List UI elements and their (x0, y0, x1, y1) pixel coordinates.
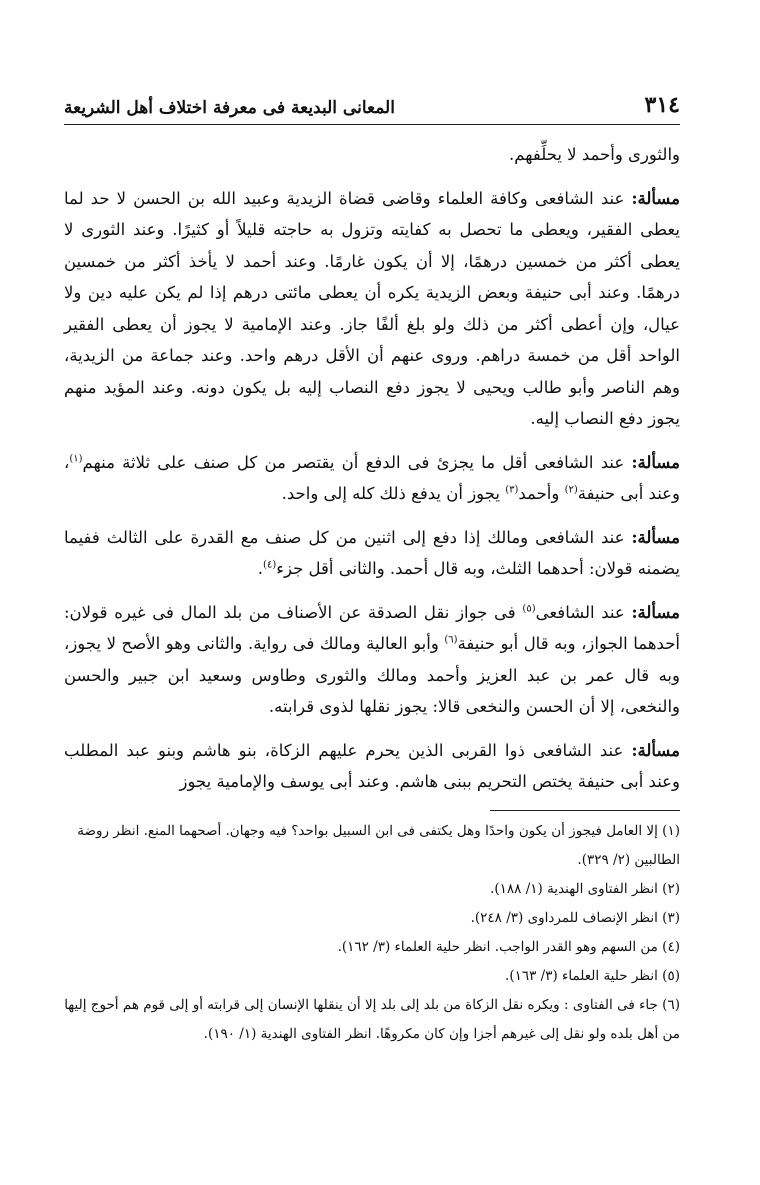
page-header (64, 92, 680, 125)
masala-paragraph-1 (64, 183, 680, 435)
footnote-ref[interactable]: (٥) (522, 603, 536, 614)
masala-label: مسألة: (631, 527, 680, 547)
paragraph-text: وأحمد (518, 484, 565, 503)
masala-label: مسألة: (631, 452, 680, 472)
footnote: (٥) انظر حلية العلماء (٣/ ١٦٣). (505, 967, 680, 984)
masala-paragraph-3 (64, 522, 680, 585)
paragraph-text: عند الشافعى أقل ما يجزئ فى الدفع أن يقتصر من كل صنف على ثلاثة منهم (82, 452, 632, 472)
masala-label: مسألة: (631, 740, 680, 760)
paragraph-text: فى جواز نقل الصدقة عن الأصناف من بلد المال فى غيره قولان: أحدهما الجواز، وبه قال أبو حنيفة (64, 602, 680, 653)
footnote: (١) إلا العامل فيجوز أن يكون واحدًا وهل يكتفى فى ابن السبيل بواحد؟ فيه وجهان. أصحهما المنع. انظر روضة الطالبين (٢/ ٣٢٩). (77, 822, 680, 868)
footnote-ref[interactable]: (٢) (564, 484, 578, 496)
footnote: (٤) من السهم وهو القدر الواجب. انظر حلية العلماء (٣/ ١٦٢). (337, 938, 680, 955)
main-text (64, 139, 680, 798)
footnote: (٦) جاء فى الفتاوى : ويكره نقل الزكاة من بلد إلى بلد إلا أن ينقلها الإنسان إلى قرابته أو إلى قوم هم أحوج إليها من أهل بلده ولو نقل إلى غيرهم أجزا وإن كان مكروهًا. انظر الفتاوى الهندية (١/ ١٩٠). (64, 996, 680, 1042)
paragraph-text: عند الشافعى (535, 602, 632, 622)
paragraph-text: عند الشافعى وكافة العلماء وقاضى قضاة الزيدية وعبيد الله بن الحسن لا حد لما يعطى الفقير، ويعطى ما تحصل به كفايته وتزول به حاجته قليلاً أو كثيرًا. وعند الثورى لا يعطى أكثر من خمسين درهمًا، إلا أن يكون غارمًا. وعند أحمد لا يأخذ أكثر من خمسين درهمًا. وعند أبى حنيفة وبعض الزيدية يكره أن يعطى مائتى درهم إذا لم يكن عليه دين ولا عيال، وإن أعطى أكثر من ذلك ولو بلغ ألفًا جاز. وعند الإمامية لا يجوز أن يعطى الفقير الواحد أقل من خمسة دراهم. وروى عنهم أن الأقل درهم واحد. وعند جماعة من الزيدية، وهم الناصر وأبو طالب ويحيى لا يجوز دفع النصاب إليه بل يكون دونه. وعند المؤيد منهم يجوز دفع النصاب إليه. (64, 188, 680, 428)
footnote-ref[interactable]: (٣) (505, 484, 519, 496)
running-title: المعانى البديعة فى معرفة اختلاف أهل الشريعة (64, 98, 395, 118)
footnotes (64, 817, 680, 1049)
paragraph-text: عند الشافعى ومالك إذا دفع إلى اثنين من كل صنف مع القدرة على الثالث ففيما يضمنه قولان: أحدهما الثلث، وبه قال أحمد. والثانى أقل جزء (64, 527, 680, 578)
page-number: ٣١٤ (644, 92, 680, 118)
footnote-ref[interactable]: (٦) (444, 634, 458, 646)
footnote-separator (490, 810, 680, 811)
footnote: (٣) انظر الإنصاف للمرداوى (٣/ ٢٤٨). (470, 909, 680, 926)
paragraph-text: وأبو العالية ومالك فى رواية. والثانى وهو الأصح لا يجوز، وبه قال عمر بن عبد العزيز وأحمد ومالك والثورى وطاوس وسعيد ابن جبير والحسن والنخعى، إلا أن الحسن والنخعى قالا: يجوز نقلها لذوى قرابته. (64, 634, 680, 716)
masala-label: مسألة: (631, 188, 680, 208)
masala-paragraph-4 (64, 597, 680, 723)
masala-paragraph-5 (64, 735, 680, 798)
masala-paragraph-2 (64, 447, 680, 510)
footnote-ref[interactable]: (١) (69, 453, 83, 464)
paragraph-text: ، وعند أبى حنيفة (64, 452, 680, 503)
paragraph-text: عند الشافعى ذوا القربى الذين يحرم عليهم الزكاة، بنو هاشم وبنو عبد المطلب وعند أبى حنيفة يختص التحريم ببنى هاشم. وعند أبى يوسف والإمامية يجوز (64, 740, 680, 791)
paragraph-text: . (257, 559, 264, 578)
masala-label: مسألة: (631, 602, 681, 622)
paragraph-continuation: والثورى وأحمد لا يحلِّفهم. (509, 145, 680, 164)
book-page (64, 92, 680, 1049)
footnote-ref[interactable]: (٤) (263, 559, 277, 571)
footnote: (٢) انظر الفتاوى الهندية (١/ ١٨٨). (490, 880, 680, 897)
paragraph-text: يجوز أن يدفع ذلك كله إلى واحد. (281, 484, 506, 503)
